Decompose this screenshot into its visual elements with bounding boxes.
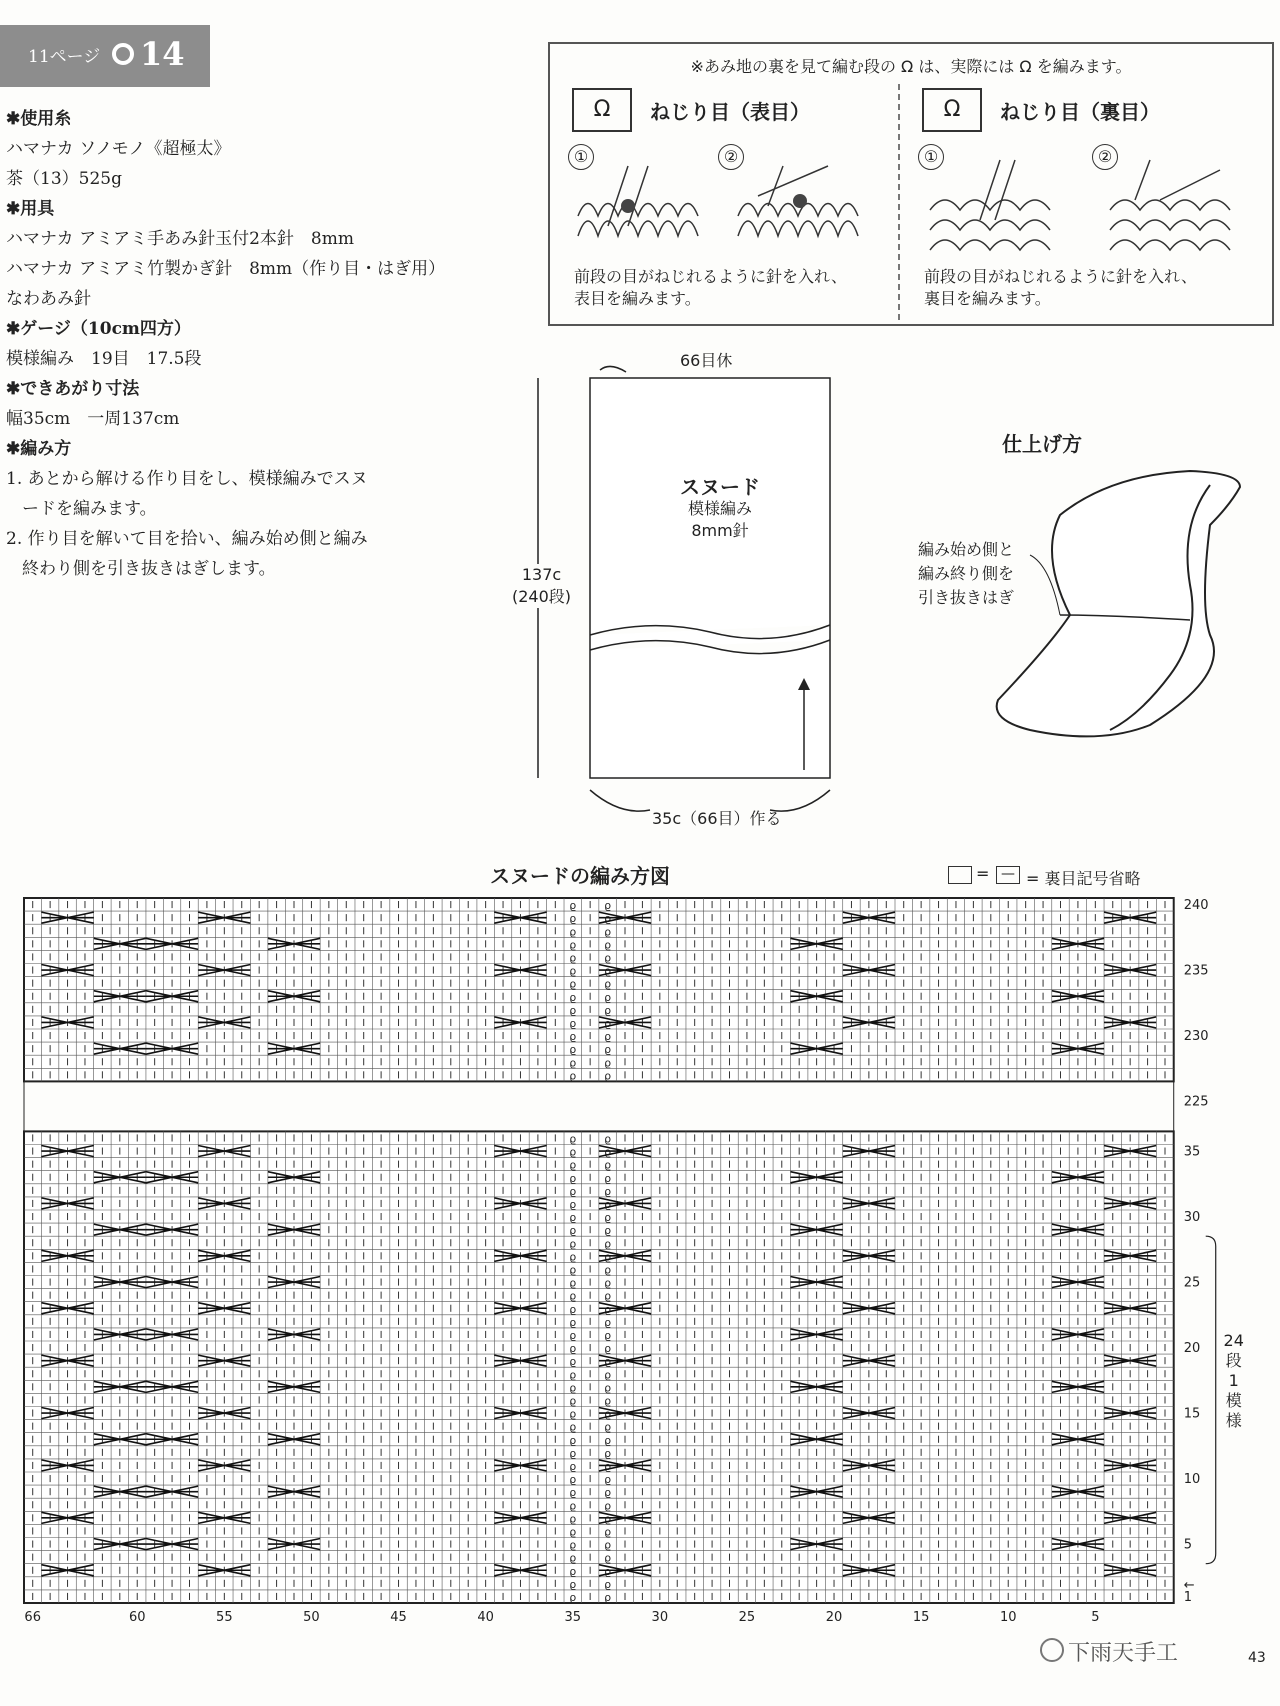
twist-stitch-mark: ϱ <box>569 1069 577 1083</box>
row-number: 235 <box>1183 963 1209 979</box>
twist-stitch-mark: ϱ <box>569 1302 577 1316</box>
twist-stitch-mark: ϱ <box>569 1315 577 1329</box>
column-number: 25 <box>738 1610 756 1625</box>
step-2: 2. 作り目を解いて目を拾い、編み始め側と編み終わり側を引き抜きはぎします。 <box>6 529 368 579</box>
column-number: 10 <box>999 1610 1017 1625</box>
twist-stitch-mark: ϱ <box>604 1184 612 1198</box>
height-rows-label: (240段) <box>512 587 572 606</box>
step-2-label: ② <box>718 144 744 170</box>
twist-note: ※あみ地の裏を見て編む段の Ω は、実際には Ω を編みます。 <box>690 57 1132 76</box>
twist-stitch-mark: ϱ <box>604 1512 612 1526</box>
row-number: 25 <box>1183 1275 1201 1291</box>
twist-stitch-mark: ϱ <box>604 1315 612 1329</box>
schematic-center <box>660 476 780 542</box>
twist-stitch-mark: ϱ <box>569 1394 577 1408</box>
twist-knit-title: ねじり目（表目） <box>650 100 810 124</box>
twist-stitch-mark: ϱ <box>604 977 612 991</box>
divider <box>898 84 900 320</box>
height-label: 137c <box>521 565 562 584</box>
twist-stitch-mark: ϱ <box>569 1473 577 1487</box>
twist-purl-symbol: Ω <box>922 88 982 132</box>
twist-stitch-mark: ϱ <box>569 1538 577 1552</box>
twist-stitch-mark: ϱ <box>604 951 612 965</box>
twist-stitch-mark: ϱ <box>569 1433 577 1447</box>
twist-stitch-mark: ϱ <box>569 1512 577 1526</box>
column-number: 35 <box>564 1610 582 1625</box>
twist-stitch-mark: ϱ <box>569 1329 577 1342</box>
tool-line: なわあみ針 <box>6 289 91 309</box>
row-number: 30 <box>1183 1210 1201 1225</box>
twist-stitch-mark: ϱ <box>604 925 612 939</box>
step-1-label: ① <box>568 144 594 170</box>
twist-stitch-mark: ϱ <box>604 1577 612 1591</box>
heading-yarn: ✱使用糸 <box>6 109 72 129</box>
twist-purl-title: ねじり目（裏目） <box>1000 100 1160 124</box>
purl-symbol-icon: — <box>996 866 1020 884</box>
twist-stitch-mark: ϱ <box>604 1525 612 1539</box>
twist-stitch-mark: ϱ <box>604 1145 612 1159</box>
twist-stitch-mark: ϱ <box>569 899 577 913</box>
twist-stitch-mark: ϱ <box>569 1591 577 1604</box>
twist-stitch-mark: ϱ <box>604 1329 612 1342</box>
twist-stitch-mark: ϱ <box>569 1577 577 1591</box>
schematic-top-label: 66目休 <box>680 351 733 370</box>
finishing-line: 引き抜きはぎ <box>918 588 1015 607</box>
row-number: 240 <box>1183 898 1209 913</box>
twist-stitch-mark: ϱ <box>569 1499 577 1513</box>
legend-equals: = <box>976 864 990 883</box>
heading-method: ✱編み方 <box>6 439 72 459</box>
twist-stitch-mark: ϱ <box>604 1420 612 1434</box>
repeat-label: 様 <box>1225 1411 1242 1431</box>
twist-stitch-mark: ϱ <box>569 1381 577 1395</box>
twist-stitch-mark: ϱ <box>604 912 612 926</box>
snood-schematic <box>530 360 850 830</box>
twist-stitch-mark: ϱ <box>604 1538 612 1552</box>
project-number: 14 <box>140 35 185 73</box>
twist-stitch-mark: ϱ <box>604 1394 612 1408</box>
twist-knit-symbol: Ω <box>572 88 632 132</box>
twist-stitch-mark: ϱ <box>569 1158 577 1172</box>
twist-stitch-mark: ϱ <box>604 1433 612 1447</box>
twist-purl-desc <box>924 266 1197 310</box>
purl-twist-illustration <box>920 160 1260 260</box>
twist-stitch-mark: ϱ <box>569 1263 577 1277</box>
twist-stitch-mark: ϱ <box>604 1276 612 1290</box>
column-number: 45 <box>390 1610 407 1625</box>
twist-stitch-mark: ϱ <box>569 1184 577 1198</box>
desc-line: 前段の目がねじれるように針を入れ、 <box>574 267 847 286</box>
gauge-line: 模様編み 19目 17.5段 <box>6 349 202 369</box>
twist-stitch-mark: ϱ <box>604 899 612 913</box>
twist-stitch-mark: ϱ <box>569 938 577 952</box>
desc-line: 裏目を編みます。 <box>924 289 1051 308</box>
knitting-chart <box>24 898 1244 1650</box>
twist-stitch-mark: ϱ <box>604 1237 612 1251</box>
twist-stitch-mark: ϱ <box>604 1342 612 1356</box>
row-number: 225 <box>1183 1094 1209 1110</box>
twist-stitch-mark: ϱ <box>604 1355 612 1369</box>
twist-stitch-mark: ϱ <box>569 1355 577 1369</box>
legend-text: = 裏目記号省略 <box>1026 869 1141 888</box>
column-number: 50 <box>303 1610 320 1625</box>
wechat-icon <box>1040 1638 1064 1662</box>
twist-stitch-mark: ϱ <box>569 1276 577 1290</box>
twist-stitch-mark: ϱ <box>604 1263 612 1277</box>
twist-stitch-mark: ϱ <box>569 1368 577 1382</box>
tool-line: ハマナカ アミアミ手あみ針玉付2本針 8mm <box>6 229 354 249</box>
column-number: 30 <box>651 1610 669 1625</box>
twist-stitch-mark: ϱ <box>569 1017 577 1030</box>
twist-stitch-mark: ϱ <box>604 1069 612 1083</box>
twist-stitch-mark: ϱ <box>569 990 577 1004</box>
heading-gauge: ✱ゲージ（10cm四方） <box>6 319 191 339</box>
schematic-needle: 8mm針 <box>691 521 749 540</box>
heading-tools: ✱用具 <box>6 199 55 219</box>
twist-stitch-mark: ϱ <box>604 1302 612 1316</box>
twist-stitch-mark: ϱ <box>604 1158 612 1172</box>
finishing-illustration <box>990 465 1250 740</box>
row-number: 230 <box>1183 1029 1209 1044</box>
twist-stitch-mark: ϱ <box>569 1551 577 1565</box>
twist-stitch-mark: ϱ <box>569 1171 577 1185</box>
twist-stitch-mark: ϱ <box>604 1368 612 1382</box>
twist-stitch-mark: ϱ <box>604 1591 612 1604</box>
twist-stitch-mark: ϱ <box>604 1211 612 1225</box>
twist-stitch-mark: ϱ <box>604 990 612 1004</box>
schematic-height <box>512 564 571 608</box>
twist-stitch-mark: ϱ <box>604 1198 612 1211</box>
twist-knit-desc <box>574 266 847 310</box>
twist-stitch-mark: ϱ <box>569 1211 577 1225</box>
twist-stitch-mark: ϱ <box>604 1551 612 1565</box>
tool-line: ハマナカ アミアミ竹製かぎ針 8mm（作り目・はぎ用） <box>6 259 446 279</box>
watermark: 下雨天手工 <box>1068 1641 1179 1666</box>
twist-stitch-mark: ϱ <box>604 1289 612 1303</box>
twist-stitch-mark: ϱ <box>604 1132 612 1146</box>
column-number: 55 <box>216 1610 233 1625</box>
yarn-line: ハマナカ ソノモノ《超極太》 <box>6 139 231 159</box>
twist-stitch-mark: ϱ <box>604 1030 612 1044</box>
twist-stitch-mark: ϱ <box>569 1420 577 1434</box>
page-header-tab <box>0 25 210 87</box>
twist-stitch-mark: ϱ <box>569 1056 577 1070</box>
step-1-label: ① <box>918 144 944 170</box>
twist-stitch-box <box>548 42 1274 326</box>
twist-stitch-mark: ϱ <box>569 1250 577 1264</box>
twist-stitch-mark: ϱ <box>604 938 612 952</box>
twist-stitch-mark: ϱ <box>604 1003 612 1017</box>
twist-stitch-mark: ϱ <box>569 1460 577 1473</box>
twist-stitch-mark: ϱ <box>569 925 577 939</box>
twist-stitch-mark: ϱ <box>604 1564 612 1578</box>
finishing-line: 編み始め側と <box>918 540 1015 559</box>
circle-icon <box>112 43 134 65</box>
column-number: 60 <box>128 1610 146 1625</box>
twist-stitch-mark: ϱ <box>604 1407 612 1421</box>
twist-stitch-mark: ϱ <box>569 1237 577 1251</box>
twist-stitch-mark: ϱ <box>569 912 577 926</box>
twist-stitch-mark: ϱ <box>604 1446 612 1460</box>
row-number: 10 <box>1183 1472 1201 1487</box>
twist-stitch-mark: ϱ <box>604 1250 612 1264</box>
twist-stitch-mark: ϱ <box>604 1043 612 1057</box>
finishing-title: 仕上げ方 <box>1002 432 1082 456</box>
twist-stitch-mark: ϱ <box>569 1003 577 1017</box>
repeat-label: 段 <box>1225 1351 1242 1371</box>
finishing-line: 編み終り側を <box>918 564 1015 583</box>
twist-stitch-mark: ϱ <box>569 1289 577 1303</box>
instructions-block <box>6 104 446 584</box>
row-direction-arrow: ← <box>1183 1578 1195 1593</box>
row-number: 5 <box>1183 1537 1193 1553</box>
size-line: 幅35cm 一周137cm <box>6 409 180 429</box>
repeat-label: 1 <box>1228 1371 1239 1391</box>
schematic-pattern: 模様編み <box>687 499 752 518</box>
twist-stitch-mark: ϱ <box>604 1381 612 1395</box>
twist-stitch-mark: ϱ <box>569 977 577 991</box>
repeat-label: 24 <box>1223 1331 1244 1351</box>
step-1: 1. あとから解ける作り目をし、模様編みでスヌードを編みます。 <box>6 469 368 519</box>
twist-stitch-mark: ϱ <box>569 951 577 965</box>
finishing-label <box>918 538 1014 610</box>
page-reference: 11ページ <box>28 47 101 67</box>
row-number: 15 <box>1183 1406 1201 1422</box>
twist-stitch-mark: ϱ <box>604 1499 612 1513</box>
twist-stitch-mark: ϱ <box>569 1132 577 1146</box>
twist-stitch-mark: ϱ <box>604 1017 612 1030</box>
column-number: 15 <box>912 1610 930 1625</box>
twist-stitch-mark: ϱ <box>604 1171 612 1185</box>
twist-stitch-mark: ϱ <box>604 1486 612 1500</box>
column-number: 20 <box>825 1610 843 1625</box>
column-number: 40 <box>477 1610 494 1625</box>
page-number: 43 <box>1248 1650 1266 1666</box>
desc-line: 表目を編みます。 <box>574 289 701 308</box>
column-number: 5 <box>1091 1610 1100 1625</box>
twist-stitch-mark: ϱ <box>569 1446 577 1460</box>
twist-stitch-mark: ϱ <box>569 1030 577 1044</box>
row-number: 20 <box>1183 1341 1201 1356</box>
step-2-label: ② <box>1092 144 1118 170</box>
schematic-bottom-label: 35c（66目）作る <box>652 809 782 828</box>
twist-stitch-mark: ϱ <box>604 1473 612 1487</box>
row-number: 35 <box>1183 1144 1201 1160</box>
row-number: 1 <box>1183 1590 1193 1605</box>
twist-stitch-mark: ϱ <box>569 1564 577 1578</box>
column-number: 66 <box>24 1610 41 1625</box>
twist-stitch-mark: ϱ <box>569 1342 577 1356</box>
twist-stitch-mark: ϱ <box>569 1407 577 1421</box>
twist-stitch-mark: ϱ <box>569 1043 577 1057</box>
twist-stitch-mark: ϱ <box>604 1056 612 1070</box>
twist-stitch-mark: ϱ <box>569 1224 577 1238</box>
chart-title: スヌードの編み方図 <box>490 864 670 888</box>
desc-line: 前段の目がねじれるように針を入れ、 <box>924 267 1197 286</box>
twist-stitch-mark: ϱ <box>569 1198 577 1211</box>
yarn-line: 茶（13）525g <box>6 169 122 189</box>
twist-stitch-mark: ϱ <box>569 1145 577 1159</box>
knit-twist-illustration <box>568 166 888 246</box>
repeat-bracket <box>1206 1236 1216 1564</box>
twist-stitch-mark: ϱ <box>569 1486 577 1500</box>
twist-stitch-mark: ϱ <box>569 1525 577 1539</box>
schematic-name: スヌード <box>680 475 760 499</box>
twist-stitch-mark: ϱ <box>604 964 612 978</box>
heading-size: ✱できあがり寸法 <box>6 379 140 399</box>
twist-stitch-mark: ϱ <box>604 1224 612 1238</box>
repeat-label: 模 <box>1225 1391 1242 1411</box>
twist-stitch-mark: ϱ <box>604 1460 612 1473</box>
blank-square-icon <box>948 866 972 884</box>
twist-stitch-mark: ϱ <box>569 964 577 978</box>
